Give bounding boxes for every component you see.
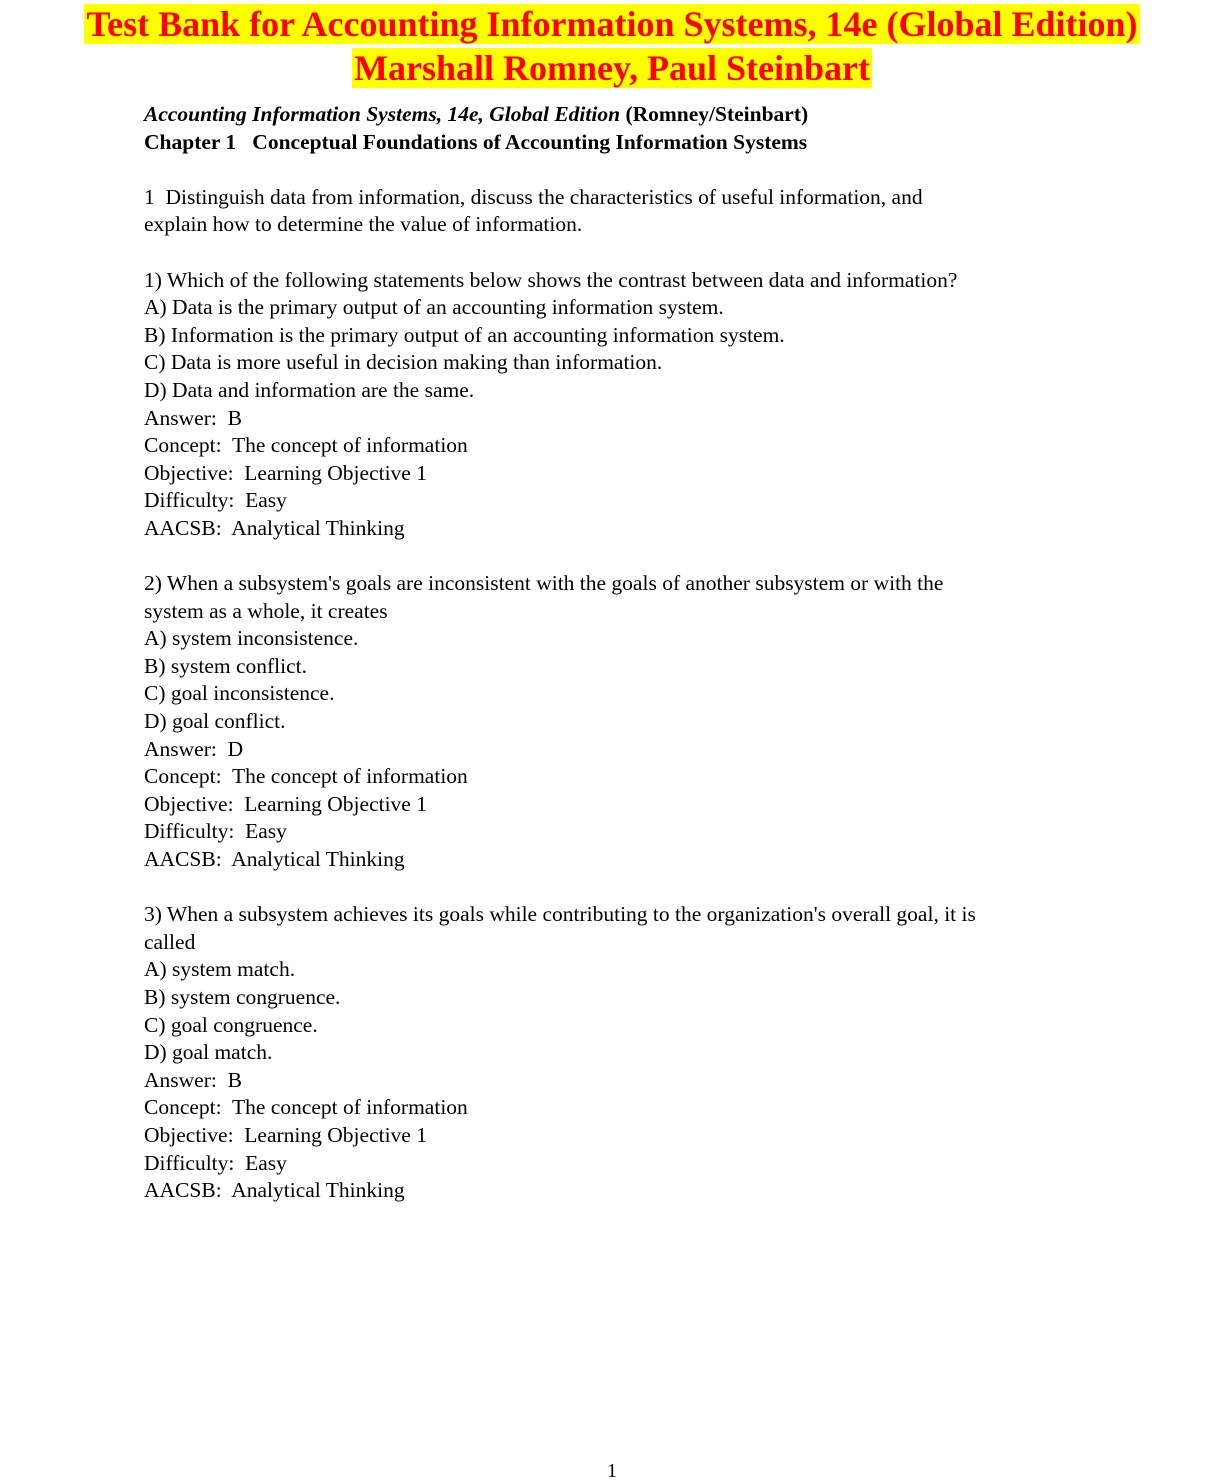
option-c: C) goal congruence. [144, 1012, 318, 1037]
concept: Concept: The concept of information [144, 433, 468, 458]
aacsb: AACSB: Analytical Thinking [144, 515, 405, 540]
book-title-line [144, 101, 1084, 129]
answer: Answer: B [144, 1067, 242, 1092]
question-3 [144, 901, 1084, 1205]
concept: Concept: The concept of information [144, 1095, 468, 1120]
difficulty: Difficulty: Easy [144, 819, 287, 844]
book-title: Accounting Information Systems, 14e, Global Edition [144, 102, 621, 126]
concept: Concept: The concept of information [144, 764, 468, 789]
page-number: 1 [607, 1460, 617, 1482]
question-stem: 1) Which of the following statements below shows the contrast between data and information? [144, 267, 958, 292]
learning-objective-line-1: 1 Distinguish data from information, discuss the characteristics of useful information, and [144, 184, 923, 209]
option-c: C) goal inconsistence. [144, 681, 335, 706]
answer: Answer: D [144, 736, 244, 761]
option-a: A) system match. [144, 957, 296, 982]
document-body [144, 101, 1084, 1205]
option-a: A) Data is the primary output of an accounting information system. [144, 295, 724, 320]
option-d: D) Data and information are the same. [144, 377, 475, 402]
question-stem: 2) When a subsystem's goals are inconsistent with the goals of another subsystem or with the [144, 571, 944, 596]
option-b: B) system conflict. [144, 653, 308, 678]
aacsb: AACSB: Analytical Thinking [144, 1178, 405, 1203]
question-stem-cont: called [144, 929, 196, 954]
question-stem-cont: system as a whole, it creates [144, 598, 388, 623]
question-stem: 3) When a subsystem achieves its goals while contributing to the organization's overall goal, it is [144, 902, 976, 927]
objective: Objective: Learning Objective 1 [144, 791, 427, 816]
chapter-heading: Chapter 1 Conceptual Foundations of Accounting Information Systems [144, 129, 808, 154]
option-d: D) goal conflict. [144, 709, 286, 734]
question-2 [144, 570, 1084, 874]
banner-title-text: Test Bank for Accounting Information Systems, 14e (Global Edition) [86, 4, 1138, 44]
banner-title [0, 2, 1224, 46]
option-c: C) Data is more useful in decision making than information. [144, 350, 663, 375]
option-b: B) system congruence. [144, 985, 341, 1009]
learning-objective-line-2: explain how to determine the value of information. [144, 212, 583, 237]
objective: Objective: Learning Objective 1 [144, 460, 427, 485]
banner-authors [0, 46, 1224, 90]
option-d: D) goal match. [144, 1040, 273, 1065]
option-a: A) system inconsistence. [144, 626, 359, 651]
banner-authors-text: Marshall Romney, Paul Steinbart [353, 48, 870, 88]
difficulty: Difficulty: Easy [144, 1150, 287, 1175]
objective: Objective: Learning Objective 1 [144, 1122, 427, 1147]
difficulty: Difficulty: Easy [144, 488, 287, 513]
answer: Answer: B [144, 405, 242, 430]
option-b: B) Information is the primary output of an accounting information system. [144, 322, 785, 347]
book-authors: (Romney/Steinbart) [620, 102, 809, 126]
aacsb: AACSB: Analytical Thinking [144, 847, 405, 872]
question-1 [144, 267, 1084, 543]
